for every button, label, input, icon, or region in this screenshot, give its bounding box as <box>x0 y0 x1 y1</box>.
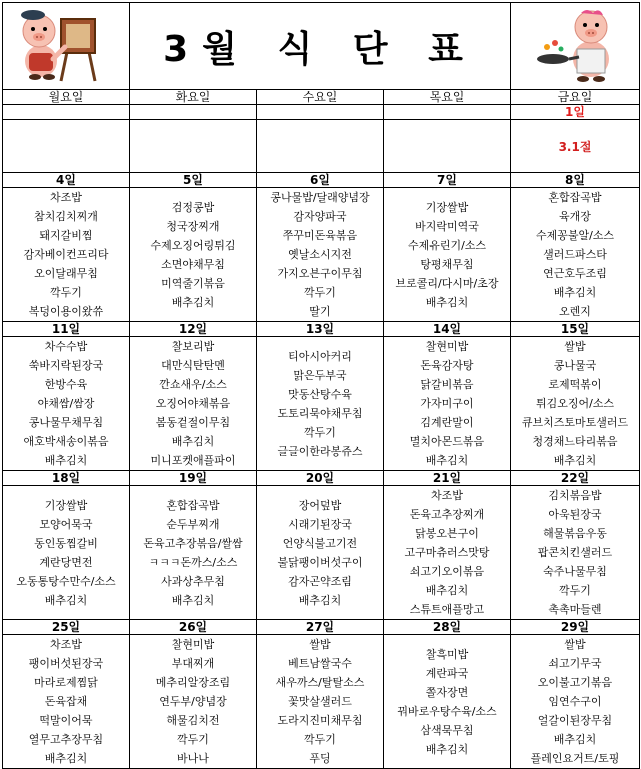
date-cell: 19일 <box>130 471 257 486</box>
date-cell: 7일 <box>384 173 511 188</box>
menu-item: 야채쌈/쌈장 <box>37 397 95 410</box>
menu-item: 오동통탕수만수/소스 <box>16 575 116 588</box>
menu-item: 배추김치 <box>171 594 215 607</box>
menu-item: 돈육고추장볶음/쌀쌈 <box>143 537 243 550</box>
menu-item: 해물김치전 <box>166 714 220 727</box>
menu-item: 기장쌀밥 <box>44 499 88 512</box>
menu-item: 푸딩 <box>309 752 331 765</box>
menu-item: 수제오징어링튀김 <box>150 239 236 252</box>
menu-item: 티아시아커리 <box>288 350 352 363</box>
menu-item: 미역줄기볶음 <box>161 277 225 290</box>
menu-cell <box>130 337 257 471</box>
menu-item: 튀김오징어/소스 <box>535 397 615 410</box>
menu-item: 가자미구이 <box>420 397 474 410</box>
menu-item: 바나나 <box>177 752 209 765</box>
menu-item: 맛동산탕수육 <box>288 388 352 401</box>
menu-item: 숙주나물무침 <box>543 565 607 578</box>
menu-item: 애호박새송이볶음 <box>23 435 109 448</box>
date-cell: 14일 <box>384 322 511 337</box>
pig-painter-illustration <box>3 3 129 85</box>
menu-item: 도라지진미채무침 <box>277 714 363 727</box>
menu-item: 찰보리밥 <box>171 340 215 353</box>
menu-cell <box>384 635 511 769</box>
menu-item: 배추김치 <box>425 454 469 467</box>
menu-item: 돼지갈비찜 <box>39 229 93 242</box>
menu-item: 동인동찜갈비 <box>34 537 98 550</box>
menu-item: 배추김치 <box>425 584 469 597</box>
pig-chef-cell <box>511 3 640 90</box>
menu-row-week1 <box>3 120 640 173</box>
menu-item: 베트남쌀국수 <box>288 657 352 670</box>
menu-item: 쇠고기오이볶음 <box>409 565 485 578</box>
date-cell: 4일 <box>3 173 130 188</box>
date-cell: 12일 <box>130 322 257 337</box>
date-cell <box>257 105 384 120</box>
menu-item: 도토리묵야채무침 <box>277 407 363 420</box>
menu-item: 멸치아몬드볶음 <box>409 435 485 448</box>
menu-item: 마라로제찜닭 <box>34 676 98 689</box>
date-cell: 22일 <box>511 471 640 486</box>
menu-item: 쑥바지락된장국 <box>28 359 104 372</box>
menu-cell <box>130 635 257 769</box>
menu-item: 탕평채무침 <box>420 258 474 271</box>
menu-cell <box>257 635 384 769</box>
menu-item: 배추김치 <box>298 594 342 607</box>
date-cell: 13일 <box>257 322 384 337</box>
menu-item: 언양식불고기전 <box>282 537 358 550</box>
menu-item: 검정콩밥 <box>171 201 215 214</box>
menu-item: 봄동겉절이무침 <box>155 416 231 429</box>
date-row-week5 <box>3 620 640 635</box>
menu-cell <box>511 486 640 620</box>
weekday-wed: 수요일 <box>257 90 384 105</box>
menu-item: 쫄자장면 <box>425 686 469 699</box>
menu-item: 수제유린기/소스 <box>407 239 487 252</box>
menu-item: 깍두기 <box>50 286 82 299</box>
menu-cell <box>3 486 130 620</box>
menu-item: 쭈꾸미돈육볶음 <box>282 229 358 242</box>
menu-item: 대만식탄탄멘 <box>161 359 225 372</box>
menu-item: 콩나물무채무침 <box>28 416 104 429</box>
menu-item: 오렌지 <box>559 305 591 318</box>
menu-row-week4 <box>3 486 640 620</box>
menu-item: 시래기된장국 <box>288 518 352 531</box>
menu-item: 깍두기 <box>559 584 591 597</box>
menu-cell <box>384 188 511 322</box>
menu-item: 연두부/양념장 <box>159 695 227 708</box>
menu-item: 소면야채무침 <box>161 258 225 271</box>
pig-chef-illustration <box>511 3 639 85</box>
menu-item: 깍두기 <box>304 286 336 299</box>
date-cell-holiday: 1일 <box>511 105 640 120</box>
menu-item: 배추김치 <box>44 594 88 607</box>
menu-cell-holiday <box>511 120 640 173</box>
menu-cell <box>384 486 511 620</box>
menu-cell <box>511 337 640 471</box>
date-cell: 28일 <box>384 620 511 635</box>
date-cell: 15일 <box>511 322 640 337</box>
menu-item: 차조밥 <box>431 489 463 502</box>
pig-painter-cell <box>3 3 130 90</box>
menu-item: 청국장찌개 <box>166 220 220 233</box>
menu-item: 샐러드파스타 <box>543 248 607 261</box>
menu-item: 부대찌개 <box>171 657 215 670</box>
menu-cell <box>257 120 384 173</box>
menu-item: 계란당면전 <box>39 556 93 569</box>
menu-item: 한방수육 <box>44 378 88 391</box>
menu-item: 쌀밥 <box>564 340 586 353</box>
menu-item: 오이불고기볶음 <box>537 676 613 689</box>
holiday-label: 3.1절 <box>558 140 592 154</box>
menu-item: 꿔바로우탕수육/소스 <box>397 705 497 718</box>
date-cell: 29일 <box>511 620 640 635</box>
menu-item: 복덩이용이왔쓔 <box>28 305 104 318</box>
menu-item: 혼합잡곡밥 <box>166 499 220 512</box>
menu-row-week3 <box>3 337 640 471</box>
date-cell: 25일 <box>3 620 130 635</box>
menu-item: 연근호두조림 <box>543 267 607 280</box>
menu-item: 큐브치즈토마토샐러드 <box>521 416 629 429</box>
menu-cell <box>3 635 130 769</box>
title-cell <box>130 3 511 90</box>
menu-item: 차조밥 <box>50 638 82 651</box>
date-cell: 5일 <box>130 173 257 188</box>
menu-item: 임연수구이 <box>548 695 602 708</box>
menu-item: 팽이버섯된장국 <box>28 657 104 670</box>
menu-item: 맑은두부국 <box>293 369 347 382</box>
menu-item: 감자베이컨프리타 <box>23 248 109 261</box>
menu-item: 돈육감자탕 <box>420 359 474 372</box>
date-cell: 20일 <box>257 471 384 486</box>
menu-item: 차수수밥 <box>44 340 88 353</box>
menu-item: 가지오븐구이무침 <box>277 267 363 280</box>
menu-item: 깍두기 <box>304 733 336 746</box>
menu-item: 돈육고추장찌개 <box>409 508 485 521</box>
menu-item: 아욱된장국 <box>548 508 602 521</box>
menu-item: 옛날소시지전 <box>288 248 352 261</box>
menu-item: 스튜트애플망고 <box>409 603 485 616</box>
menu-item: 쌀밥 <box>309 638 331 651</box>
date-row-week2 <box>3 173 640 188</box>
menu-cell <box>3 120 130 173</box>
date-cell <box>3 105 130 120</box>
menu-cell <box>384 337 511 471</box>
menu-cell <box>511 635 640 769</box>
menu-item: 돈육잡채 <box>44 695 88 708</box>
menu-cell <box>130 486 257 620</box>
menu-item: 찰현미밥 <box>425 340 469 353</box>
menu-item: 콩나물밥/달래양념장 <box>270 191 370 204</box>
menu-item: 오이달래무침 <box>34 267 98 280</box>
menu-cell <box>384 120 511 173</box>
menu-item: 해물볶음우동 <box>543 527 607 540</box>
menu-item: 로제떡볶이 <box>548 378 602 391</box>
date-cell: 21일 <box>384 471 511 486</box>
menu-cell <box>130 188 257 322</box>
menu-item: 쌀밥 <box>564 638 586 651</box>
menu-item: 글글이한라봉쥬스 <box>277 445 363 458</box>
page-title: 3월 식 단 표 <box>163 28 477 70</box>
weekday-mon: 월요일 <box>3 90 130 105</box>
menu-item: 얼갈이된장무침 <box>537 714 613 727</box>
menu-cell <box>257 188 384 322</box>
weekday-fri: 금요일 <box>511 90 640 105</box>
menu-item: 불닭팽이버섯구이 <box>277 556 363 569</box>
date-cell <box>130 105 257 120</box>
date-cell: 11일 <box>3 322 130 337</box>
menu-item: 떡말이어묵 <box>39 714 93 727</box>
menu-item: 감자곤약조림 <box>288 575 352 588</box>
menu-item: 찰흑미밥 <box>425 648 469 661</box>
weekday-tue: 화요일 <box>130 90 257 105</box>
menu-cell <box>3 188 130 322</box>
menu-item: 딸기 <box>309 305 331 318</box>
menu-item: 계란파국 <box>425 667 469 680</box>
menu-item: 깐쇼새우/소스 <box>159 378 227 391</box>
menu-item: 깍두기 <box>177 733 209 746</box>
menu-item: 배추김치 <box>44 752 88 765</box>
menu-item: 차조밥 <box>50 191 82 204</box>
menu-item: 플레인요거트/토핑 <box>530 752 620 765</box>
menu-item: 삼색묵무침 <box>420 724 474 737</box>
menu-item: 김계란말이 <box>420 416 474 429</box>
menu-cell <box>257 337 384 471</box>
menu-item: 닭갈비볶음 <box>420 378 474 391</box>
date-cell <box>384 105 511 120</box>
weekday-row <box>3 90 640 105</box>
menu-item: 오징어야채볶음 <box>155 397 231 410</box>
menu-item: 배추김치 <box>171 435 215 448</box>
menu-item: 찰현미밥 <box>171 638 215 651</box>
menu-item: 청경채느타리볶음 <box>532 435 618 448</box>
menu-item: 바지락미역국 <box>415 220 479 233</box>
menu-item: 사과상추무침 <box>161 575 225 588</box>
date-cell: 26일 <box>130 620 257 635</box>
menu-item: 수제꽁불알/소스 <box>535 229 615 242</box>
menu-item: 배추김치 <box>425 296 469 309</box>
menu-item: 새우까스/탈탈소스 <box>275 676 365 689</box>
menu-row-week5 <box>3 635 640 769</box>
date-cell: 27일 <box>257 620 384 635</box>
date-row-week1 <box>3 105 640 120</box>
menu-item: 미니포켓애플파이 <box>150 454 236 467</box>
menu-item: 모양어묵국 <box>39 518 93 531</box>
menu-cell <box>3 337 130 471</box>
menu-item: 촉촉마들렌 <box>548 603 602 616</box>
menu-cell <box>511 188 640 322</box>
menu-item: 닭봉오븐구이 <box>415 527 479 540</box>
menu-item: 배추김치 <box>553 454 597 467</box>
menu-item: 김치볶음밥 <box>548 489 602 502</box>
menu-item: 꽃맛살샐러드 <box>288 695 352 708</box>
menu-item: 참치김치찌개 <box>34 210 98 223</box>
menu-item: 브로콜리/다시마/초장 <box>395 277 499 290</box>
header-row <box>3 3 640 90</box>
menu-cell <box>130 120 257 173</box>
date-row-week4 <box>3 471 640 486</box>
date-cell: 18일 <box>3 471 130 486</box>
menu-item: 열무고추장무침 <box>28 733 104 746</box>
meal-plan-table <box>2 2 640 769</box>
menu-item: 팝콘치킨샐러드 <box>537 546 613 559</box>
date-cell: 6일 <box>257 173 384 188</box>
menu-item: 배추김치 <box>44 454 88 467</box>
menu-item: 배추김치 <box>171 296 215 309</box>
menu-cell <box>257 486 384 620</box>
menu-item: 쇠고기무국 <box>548 657 602 670</box>
date-row-week3 <box>3 322 640 337</box>
menu-item: 깍두기 <box>304 426 336 439</box>
weekday-thu: 목요일 <box>384 90 511 105</box>
menu-item: 메추리알장조림 <box>155 676 231 689</box>
menu-item: 콩나물국 <box>553 359 597 372</box>
menu-item: 혼합잡곡밥 <box>548 191 602 204</box>
menu-item: 기장쌀밥 <box>425 201 469 214</box>
menu-item: 장어덮밥 <box>298 499 342 512</box>
menu-item: 순두부찌개 <box>166 518 220 531</box>
menu-row-week2 <box>3 188 640 322</box>
date-cell: 8일 <box>511 173 640 188</box>
menu-item: ㅋㅋㅋ돈까스/소스 <box>148 556 238 569</box>
menu-item: 배추김치 <box>425 743 469 756</box>
menu-item: 감자양파국 <box>293 210 347 223</box>
menu-item: 육개장 <box>559 210 591 223</box>
menu-item: 고구마츄러스맛탕 <box>404 546 490 559</box>
menu-item: 배추김치 <box>553 286 597 299</box>
menu-item: 배추김치 <box>553 733 597 746</box>
